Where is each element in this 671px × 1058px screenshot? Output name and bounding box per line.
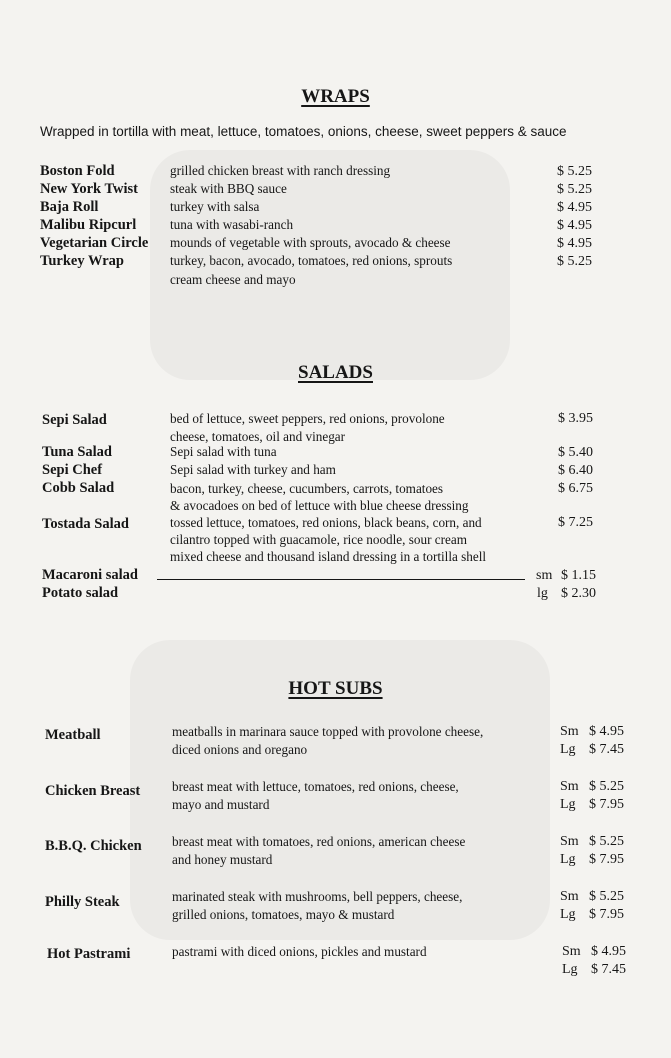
item-description: tossed lettuce, tomatoes, red onions, black beans, corn, and cilantro topped with guacamole, rice noodle, sour cream mixed cheese and thousand island dressing in a tortilla shell [170, 515, 487, 564]
item-name: Sepi Salad [42, 412, 107, 428]
item-size: Sm Lg [560, 834, 579, 867]
item-price: $ 5.25 [557, 254, 592, 269]
item-name: Macaroni salad [42, 567, 138, 583]
item-name: Philly Steak [45, 894, 120, 910]
item-name: B.B.Q. Chicken [45, 838, 142, 854]
item-price: $ 5.40 [558, 445, 593, 460]
item-description: grilled chicken breast with ranch dressing [170, 163, 391, 178]
item-name: Baja Roll [40, 199, 99, 215]
item-size: lg [537, 586, 548, 601]
item-description: breast meat with lettuce, tomatoes, red onions, cheese, mayo and mustard [172, 779, 459, 812]
item-price: $ 5.25 $ 7.95 [589, 779, 624, 812]
item-price: $ 7.25 [558, 515, 593, 530]
divider-line [157, 579, 525, 580]
item-description: tuna with wasabi-ranch [170, 217, 294, 232]
item-name: Turkey Wrap [40, 253, 124, 269]
item-description: turkey, bacon, avocado, tomatoes, red onions, sprouts cream cheese and mayo [170, 253, 453, 287]
item-price: $ 3.95 [558, 411, 593, 426]
item-description: bacon, turkey, cheese, cucumbers, carrots, tomatoes & avocadoes on bed of lettuce with blue cheese dressing [170, 481, 469, 513]
item-name: Hot Pastrami [47, 946, 131, 962]
item-description: meatballs in marinara sauce topped with provolone cheese, diced onions and oregano [172, 724, 484, 757]
item-price: $ 2.30 [561, 586, 596, 601]
item-name: Malibu Ripcurl [40, 217, 137, 233]
item-price: $ 4.95 $ 7.45 [589, 724, 624, 757]
item-name: Vegetarian Circle [40, 235, 149, 251]
item-price: $ 5.25 [557, 164, 592, 179]
item-size: Sm Lg [560, 724, 579, 757]
item-description: Sepi salad with turkey and ham [170, 462, 336, 477]
item-description: steak with BBQ sauce [170, 181, 287, 196]
item-description: breast meat with tomatoes, red onions, american cheese and honey mustard [172, 834, 466, 867]
item-name: Tuna Salad [42, 444, 113, 460]
item-name: New York Twist [40, 181, 139, 197]
item-description: mounds of vegetable with sprouts, avocado & cheese [170, 235, 451, 250]
item-price: $ 4.95 [557, 200, 592, 215]
item-description: turkey with salsa [170, 199, 260, 214]
item-price: $ 4.95 [557, 236, 592, 251]
item-price: $ 4.95 $ 7.45 [591, 944, 626, 977]
item-description: marinated steak with mushrooms, bell peppers, cheese, grilled onions, tomatoes, mayo & mustard [172, 889, 463, 922]
item-price: $ 5.25 $ 7.95 [589, 889, 624, 922]
item-price: $ 5.25 [557, 182, 592, 197]
item-name: Cobb Salad [42, 480, 115, 496]
item-name: Meatball [45, 727, 101, 743]
item-name: Sepi Chef [42, 462, 103, 478]
section-heading-hot-subs: HOT SUBS [288, 678, 383, 699]
item-size: Sm Lg [560, 779, 579, 812]
section-heading-wraps: WRAPS [301, 86, 370, 107]
item-size: sm [536, 568, 553, 583]
item-name: Potato salad [42, 585, 119, 601]
wraps-intro: Wrapped in tortilla with meat, lettuce, tomatoes, onions, cheese, sweet peppers & sauce [40, 124, 567, 139]
item-name: Chicken Breast [45, 783, 141, 799]
item-price: $ 6.75 [558, 481, 593, 496]
item-description: Sepi salad with tuna [170, 444, 277, 459]
item-description: bed of lettuce, sweet peppers, red onions, provolone cheese, tomatoes, oil and vinegar [170, 411, 445, 444]
item-name: Tostada Salad [42, 516, 129, 532]
item-price: $ 6.40 [558, 463, 593, 478]
item-size: Sm Lg [560, 889, 579, 922]
item-name: Boston Fold [40, 163, 115, 179]
item-description: pastrami with diced onions, pickles and mustard [172, 944, 427, 959]
section-heading-salads: SALADS [298, 362, 373, 383]
item-price: $ 1.15 [561, 568, 596, 583]
item-price: $ 4.95 [557, 218, 592, 233]
item-price: $ 5.25 $ 7.95 [589, 834, 624, 867]
item-size: Sm Lg [562, 944, 581, 977]
